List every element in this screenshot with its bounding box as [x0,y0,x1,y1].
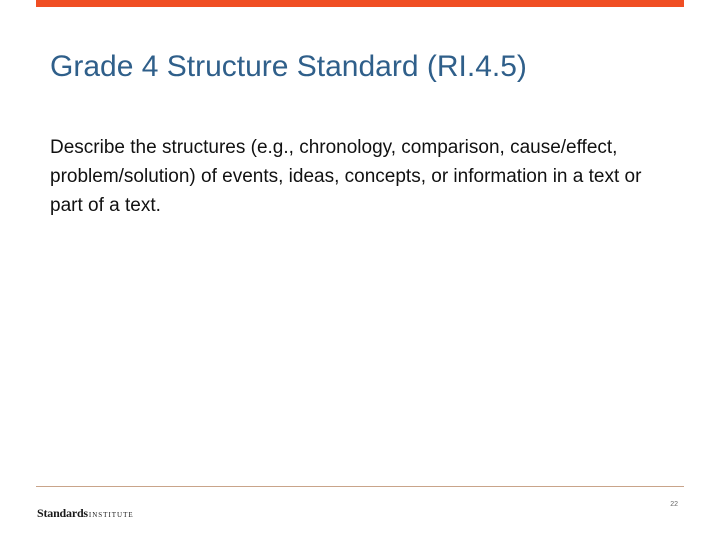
footer-divider [36,486,684,487]
page-number: 22 [670,501,678,508]
slide-title: Grade 4 Structure Standard (RI.4.5) [50,50,527,83]
top-accent-bar [36,0,684,7]
logo-main-text: Standards [37,506,88,520]
slide-body-text: Describe the structures (e.g., chronology, comparison, cause/effect, problem/solution) of events, ideas, concepts, or information in a text or part of a text. [50,137,642,216]
logo-sub-text: INSTITUTE [88,511,134,519]
standards-institute-logo [37,504,134,522]
